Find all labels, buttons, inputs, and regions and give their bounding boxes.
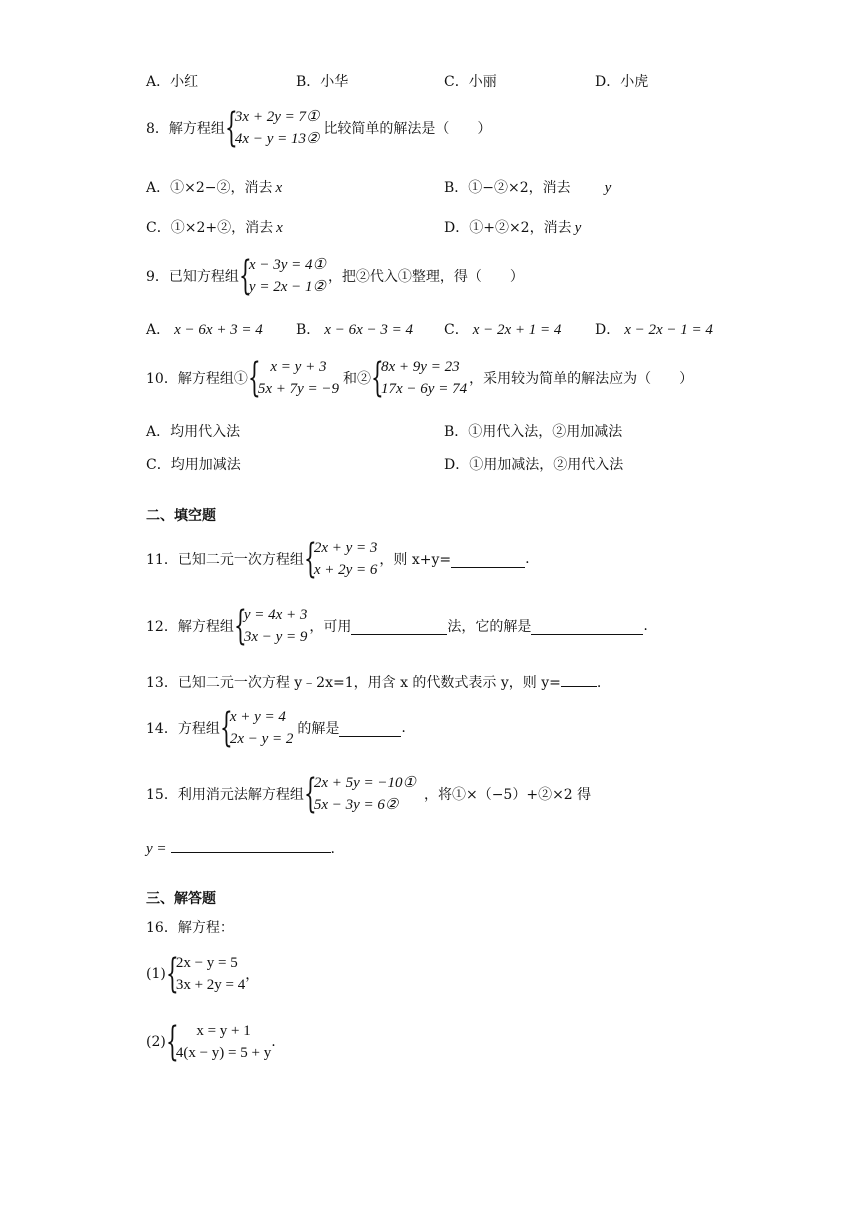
q11-eq2: x + 2y = 6 — [313, 562, 378, 578]
q15-system: { 2x + 5y = −10① 5x − 3y = 6② — [303, 771, 416, 817]
q11-eq1: 2x + y = 3 — [313, 540, 378, 556]
q14-answer-blank[interactable] — [339, 720, 401, 737]
question-16-stem: 16．解方程： — [146, 920, 234, 936]
q13-end: . — [596, 675, 602, 691]
question-15 — [146, 772, 591, 816]
q14-end: . — [401, 720, 406, 736]
q8-eq1: 3x + 2y = 7① — [234, 109, 320, 125]
q15-eq2: 5x − 3y = 6② — [313, 797, 399, 813]
q12-method-blank[interactable] — [351, 618, 447, 635]
q7-option-a: A．小红 — [146, 74, 199, 90]
q15-var: y = — [146, 841, 167, 857]
q10-s2-eq2: 17x − 6y = 74 — [381, 381, 468, 397]
q16-p1-eq2: 3x + 2y = 4 — [175, 977, 246, 993]
q15-stem: 15．利用消元法解方程组 — [146, 787, 304, 803]
q14-system: { x + y = 4 2x − y = 2 — [219, 705, 294, 751]
q16-p1-label: (1) — [146, 966, 166, 982]
q11-end: . — [525, 551, 530, 567]
q14-eq1: x + y = 4 — [229, 709, 286, 725]
q10-option-d: D．①用加减法，②用代入法 — [444, 457, 624, 473]
q7-option-c: C．小丽 — [444, 74, 497, 90]
q10-option-a: A．均用代入法 — [146, 424, 241, 440]
q8-option-a: A．①×2−②，消去 x — [146, 180, 283, 196]
q10-s1-eq1: x = y + 3 — [270, 359, 327, 375]
q14-eq2: 2x − y = 2 — [229, 731, 294, 747]
q8-system: { 3x + 2y = 7① 4x − y = 13② — [224, 105, 320, 151]
q12-stem: 12．解方程组 — [146, 619, 234, 635]
q7-option-b: B．小华 — [296, 74, 349, 90]
q7-option-d: D．小虎 — [595, 74, 649, 90]
q12-mid: ，可用 — [309, 619, 352, 635]
section-heading-solve: 三、解答题 — [146, 891, 216, 907]
q9-eq1: x − 3y = 4① — [248, 257, 326, 273]
q9-system: { x − 3y = 4① y = 2x − 1② — [238, 253, 326, 299]
q8-option-b: B．①−②×2，消去 y — [444, 180, 612, 196]
q16-p1-system: { 2x − y = 5 3x + 2y = 4 — [165, 951, 246, 997]
q12-mid2: 法，它的解是 — [447, 619, 532, 635]
q14-tail: 的解是 — [297, 721, 340, 737]
q15-end: . — [330, 841, 335, 857]
q10-system-2: { 8x + 9y = 23 17x − 6y = 74 — [371, 355, 468, 401]
question-14 — [146, 706, 406, 750]
q10-option-c: C．均用加减法 — [146, 457, 241, 473]
q9-option-d: D． x − 2x − 1 = 4 — [595, 322, 713, 338]
q15-answer-line — [146, 836, 335, 859]
q16-p2-eq1: x = y + 1 — [196, 1023, 251, 1039]
q9-option-a: A． x − 6x + 3 = 4 — [146, 322, 263, 338]
q8-option-c: C．①×2+②，消去 x — [146, 220, 283, 236]
q10-mid: 和② — [343, 371, 372, 387]
q8-stem: 8．解方程组 — [146, 121, 225, 137]
q8-tail: 比较简单的解法是（ ） — [323, 121, 492, 137]
question-9 — [146, 254, 524, 298]
q16-p2-label: (2) — [146, 1034, 166, 1050]
q11-system: { 2x + y = 3 x + 2y = 6 — [303, 536, 378, 582]
q8-option-d: D．①+②×2，消去 y — [444, 220, 582, 236]
q13-answer-blank[interactable] — [561, 670, 597, 687]
q9-eq2: y = 2x − 1② — [248, 279, 326, 295]
q14-stem: 14．方程组 — [146, 721, 220, 737]
q12-system: { y = 4x + 3 3x − y = 9 — [233, 603, 308, 649]
q15-eq1: 2x + 5y = −10① — [313, 775, 416, 791]
q10-stem: 10．解方程组① — [146, 371, 248, 387]
q16-part-1 — [146, 952, 259, 996]
question-13 — [146, 670, 601, 693]
q9-tail: ，把②代入①整理，得（ ） — [327, 269, 524, 285]
q12-eq1: y = 4x + 3 — [243, 607, 308, 623]
q11-stem: 11．已知二元一次方程组 — [146, 552, 304, 568]
question-11 — [146, 537, 530, 581]
q15-answer-blank[interactable] — [171, 836, 331, 853]
q10-tail: ，采用较为简单的解法应为（ ） — [469, 371, 694, 387]
q16-p1-end: ， — [245, 967, 260, 983]
q11-tail: ，则 x+y= — [379, 552, 452, 568]
question-8 — [146, 106, 491, 150]
q10-s1-eq2: 5x + 7y = −9 — [257, 381, 340, 397]
q9-option-c: C． x − 2x + 1 = 4 — [444, 322, 562, 338]
q16-p2-system: { x = y + 1 4(x − y) = 5 + y — [165, 1019, 272, 1065]
question-12 — [146, 604, 648, 648]
q12-end: . — [643, 618, 648, 634]
question-10 — [146, 356, 693, 400]
q12-eq2: 3x − y = 9 — [243, 629, 308, 645]
q16-p2-eq2: 4(x − y) = 5 + y — [175, 1045, 272, 1061]
q10-option-b: B．①用代入法，②用加减法 — [444, 424, 623, 440]
q16-part-2 — [146, 1020, 276, 1064]
q9-option-b: B． x − 6x − 3 = 4 — [296, 322, 413, 338]
q12-solution-blank[interactable] — [531, 618, 643, 635]
q16-p1-eq1: 2x − y = 5 — [175, 955, 238, 971]
q8-eq2: 4x − y = 13② — [234, 131, 320, 147]
q9-stem: 9．已知方程组 — [146, 269, 239, 285]
q10-system-1: { x = y + 3 5x + 7y = −9 — [247, 355, 340, 401]
q11-answer-blank[interactable] — [451, 551, 525, 568]
section-heading-fill-in: 二、填空题 — [146, 508, 216, 524]
q10-s2-eq1: 8x + 9y = 23 — [381, 359, 460, 375]
q13-stem: 13．已知二元一次方程 y﹣2x=1，用含 x 的代数式表示 y，则 y= — [146, 675, 561, 691]
q16-p2-end: . — [271, 1034, 276, 1050]
q15-tail: ，将①×（−5）+②×2 得 — [423, 787, 592, 803]
